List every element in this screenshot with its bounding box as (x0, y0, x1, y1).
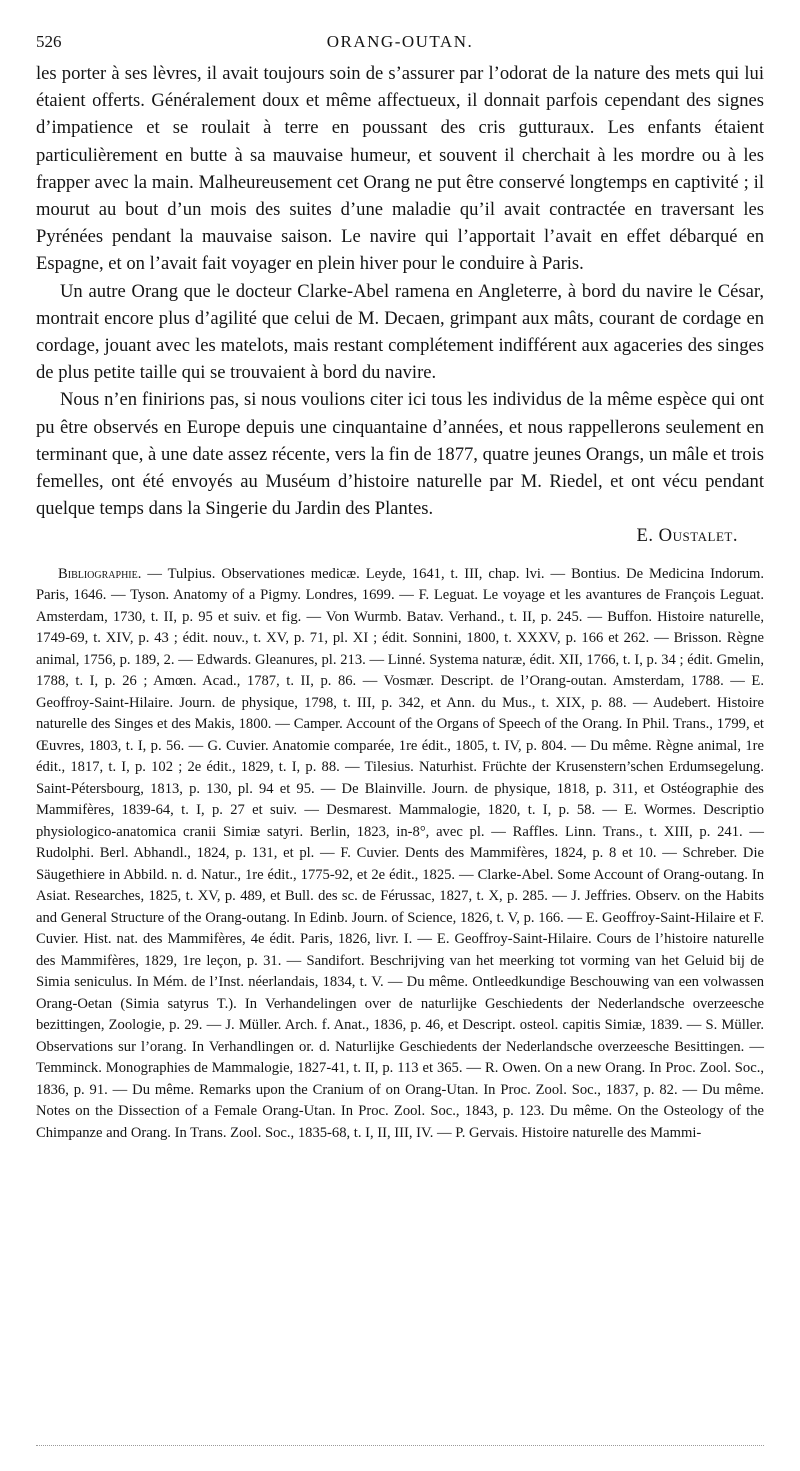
paragraph-conclusion: Nous n’en finirions pas, si nous voulions citer ici tous les individus de la même espèce qui ont pu être observés en Europe depuis une cinquantaine d’années, et nous rappellerons seulement en terminant que, à une date assez récente, vers la fin de 1877, quatre jeunes Orangs, un mâle et trois femelles, ont été envoyés au Muséum d’histoire naturelle par M. Riedel, et ont vécu pendant quelque temps dans la Singerie du Jardin des Plantes. (36, 389, 764, 520)
bibliography (36, 564, 764, 1145)
paragraph-continuation: les porter à ses lèvres, il avait toujours soin de s’assurer par l’odorat de la nature des mets qui lui étaient offerts. Généralement doux et même affectueux, il donnait parfois cependant des signes d’impatience et se roulait à terre en poussant des cris gutturaux. Les enfants étaient particulièrement en butte à sa mauvaise humeur, et souvent il cherchait à les mordre ou à les frapper avec la main. Malheureusement cet Orang ne put être conservé longtemps en captivité ; il mourut au bout d’un mois des suites d’une maladie qu’il avait contractée en traversant les Pyrénées pendant la mauvaise saison. Le navire qui l’apportait l’avait en effet débarqué en Espagne, et on l’avait fait voyager en plein hiver pour le conduire à Paris. (36, 63, 764, 275)
running-title: ORANG-OUTAN. (326, 32, 474, 51)
bibliography-label: Bibliographie. (58, 565, 142, 582)
page-header (36, 22, 764, 60)
page-number: 526 (36, 32, 62, 51)
paragraph-clarke-abel: Un autre Orang que le docteur Clarke-Abel ramena en Angleterre, à bord du navire le César, montrait encore plus d’agilité que celui de M. Decaen, grimpant aux mâts, courant de cordage en cordage, jouant avec les matelots, mais restant complétement indifférent aux agaceries des singes de plus petite taille qui se trouvaient à bord du navire. (36, 280, 764, 384)
bibliography-text: — Tulpius. Observationes medicæ. Leyde, 1641, t. III, chap. lvi. — Bontius. De Medicina Indorum. Paris, 1646. — Tyson. Anatomy of a Pigmy. Londres, 1699. — F. Leguat. Le voyage et les avantures de François Leguat. Amsterdam, 1730, t. II, p. 95 et suiv. et fig. — Von Wurmb. Batav. Verhand., t. II, p. 245. — Buffon. Histoire naturelle, 1749-69, t. XIV, p. 43 ; édit. nouv., t. XV, p. 71, pl. XI ; édit. Sonnini, 1800, t. XXXV, p. 166 et 262. — Brisson. Règne animal, 1756, p. 189, 2. — Edwards. Gleanures, pl. 213. — Linné. Systema naturæ, édit. XII, 1766, t. I, p. 34 ; édit. Gmelin, 1788, t. I, p. 26 ; Amœn. Acad., 1787, t. II, p. 86. — Vosmær. Descript. de l’Orang-outan. Amsterdam, 1788. — E. Geoffroy-Saint-Hilaire. Journ. de physique, 1798, t. III, p. 342, et Ann. du Mus., t. XIX, p. 88. — Audebert. Histoire naturelle des Singes et des Makis, 1800. — Camper. Account of the Organs of Speech of the Orang. In Phil. Trans., 1799, et Œuvres, 1803, t. I, p. 56. — G. Cuvier. Anatomie comparée, 1re édit., 1805, t. IV, p. 804. — Du même. Règne animal, 1re édit., 1817, t. I, p. 102 ; 2e édit., 1829, t. I, p. 88. — Tilesius. Naturhist. Früchte der Krusenstern’schen Erdumsegelung. Saint-Pétersbourg, 1813, p. 130, pl. 94 et 95. — De Blainville. Journ. de physique, 1818, p. 311, et Ostéographie des Mammifères, 1839-64, t. I, p. 27 et suiv. — Desmarest. Mammalogie, 1820, t. I, p. 58. — E. Wormes. Descriptio physiologico-anatomica cranii Simiæ satyri. Berlin, 1823, in-8°, avec pl. — Raffles. Linn. Trans., t. XIII, p. 241. — Rudolphi. Berl. Abhandl., 1824, p. 131, et pl. — F. Cuvier. Dents des Mammifères, 1824, p. 8 et 10. — Schreber. Die Säugethiere in Abbild. n. d. Natur., 1re édit., 1775-92, et 2e édit., 1825. — Clarke-Abel. Some Account of Orang-outang. In Asiat. Researches, 1825, t. XV, p. 489, et Bull. des sc. de Férussac, 1827, t. X, p. 285. — J. Jeffries. Observ. on the Habits and General Structure of the Orang-outang. In Edinb. Journ. of Science, 1826, t. V, p. 166. — E. Geoffroy-Saint-Hilaire et F. Cuvier. Hist. nat. des Mammifères, 4e édit. Paris, 1826, livr. I. — E. Geoffroy-Saint-Hilaire. Cours de l’histoire naturelle des Mammifères, 1829, 1re leçon, p. 31. — Sandifort. Beschrijving van het meerking tot vorming van het Geluid bij de Simia seniculus. In Mém. de l’Inst. néerlandais, 1834, t. V. — Du même. Ontleedkundige Beschouwing van een volwassen Orang-Oetan (Simia satyrus T.). In Verhandelingen over de naturlijke Geschiedents der Nederlandsche overzeesche bezittingen, Zoologie, p. 29. — J. Müller. Arch. f. Anat., 1836, p. 46, et Descript. osteol. capitis Simiæ, 1839. — S. Müller. Observations sur l’orang. In Verhandlingen or. d. Naturlijke Geschiedents der Nederlandsche overzeesche Besittingen. — Temminck. Monographies de Mammalogie, 1827-41, t. II, p. 113 et 365. — R. Owen. On a new Orang. In Proc. Zool. Soc., 1836, p. 91. — Du même. Remarks upon the Cranium of on Orang-Utan. In Proc. Zool. Soc., 1837, p. 82. — Du même. Notes on the Dissection of a Female Orang-Utan. In Proc. Zool. Soc., 1843, p. 123. Du même. On the Osteology of the Chimpanze and Orang. In Trans. Zool. Soc., 1835-68, t. I, II, III, IV. — P. Gervais. Histoire naturelle des Mammi- (36, 565, 764, 1141)
signature-line (36, 522, 764, 549)
bottom-dotted-rule (36, 1445, 764, 1446)
body-text (36, 60, 764, 550)
author-signature: E. Oustalet. (636, 525, 738, 547)
